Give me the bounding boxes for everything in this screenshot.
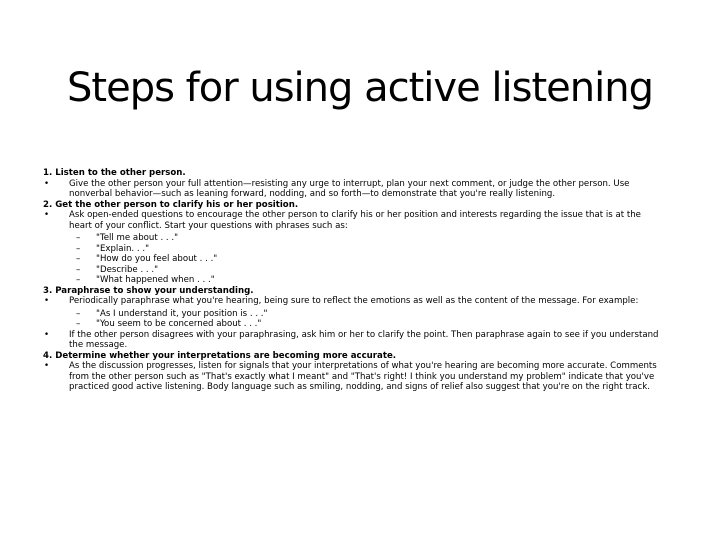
sub-bullet-list <box>43 233 663 286</box>
dash-glyph: – <box>76 308 81 319</box>
step-heading: 4. Determine whether your interpretations are becoming more accurate. <box>43 350 397 361</box>
bullet-item <box>43 361 663 393</box>
bullet-text: Periodically paraphrase what you're hearing, being sure to reflect the emotions as well as the content of the message. For example: <box>69 296 639 306</box>
bullet-glyph: • <box>44 210 50 220</box>
sub-bullet-item <box>76 275 663 286</box>
bullet-text: If the other person disagrees with your paraphrasing, ask him or her to clarify the point. Then paraphrase again to see if you understand the message. <box>69 329 659 350</box>
sub-bullet-item <box>76 244 663 255</box>
dash-glyph: – <box>76 233 81 243</box>
step-heading: 1. Listen to the other person. <box>43 168 186 178</box>
sub-bullet-text: "As I understand it, your position is . . ." <box>96 308 268 319</box>
dash-glyph: – <box>76 319 81 329</box>
bullet-text: As the discussion progresses, listen for signals that your interpretations of what you're hearing are becoming more accurate. Comments from the other person such as "That's exactly what I meant" and "That's right! I think you understand my problem" indicate that you've practiced good active listening. Body language such as smiling, nodding, and signs of relief also suggest that you're on the right track. <box>69 361 657 392</box>
bullet-item <box>43 330 663 351</box>
bullet-item <box>43 296 663 307</box>
dash-glyph: – <box>76 254 81 264</box>
sub-bullet-list <box>43 309 663 330</box>
sub-bullet-text: "Describe . . ." <box>96 264 159 275</box>
sub-bullet-text: "How do you feel about . . ." <box>96 254 218 264</box>
sub-bullet-text: "Tell me about . . ." <box>96 233 179 243</box>
sub-bullet-item <box>76 309 663 320</box>
bullet-glyph: • <box>44 329 50 340</box>
dash-glyph: – <box>76 264 81 275</box>
slide-content <box>43 168 663 393</box>
dash-glyph: – <box>76 275 81 285</box>
slide-title: Steps for using active listening <box>67 65 653 111</box>
bullet-glyph: • <box>44 361 50 371</box>
bullet-text: Ask open-ended questions to encourage the other person to clarify his or her position and interests regarding the issue that is at the heart of your conflict. Start your questions with phrases such as: <box>69 210 641 231</box>
sub-bullet-item <box>76 319 663 330</box>
bullet-text: Give the other person your full attention—resisting any urge to interrupt, plan your next comment, or judge the other person. Use nonverbal behavior—such as leaning forward, nodding, and so forth—to demonstrate that you're really listening. <box>69 178 630 199</box>
sub-bullet-item <box>76 233 663 244</box>
sub-bullet-item <box>76 254 663 265</box>
step-heading: 3. Paraphrase to show your understanding. <box>43 285 254 296</box>
bullet-glyph: • <box>44 296 50 306</box>
sub-bullet-item <box>76 265 663 276</box>
sub-bullet-text: "What happened when . . ." <box>96 275 215 285</box>
bullet-item <box>43 210 663 231</box>
sub-bullet-text: "Explain. . ." <box>96 243 150 254</box>
step-heading: 2. Get the other person to clarify his or her position. <box>43 199 299 210</box>
sub-bullet-text: "You seem to be concerned about . . ." <box>96 319 262 329</box>
dash-glyph: – <box>76 243 81 254</box>
bullet-glyph: • <box>44 178 50 189</box>
bullet-item <box>43 179 663 200</box>
